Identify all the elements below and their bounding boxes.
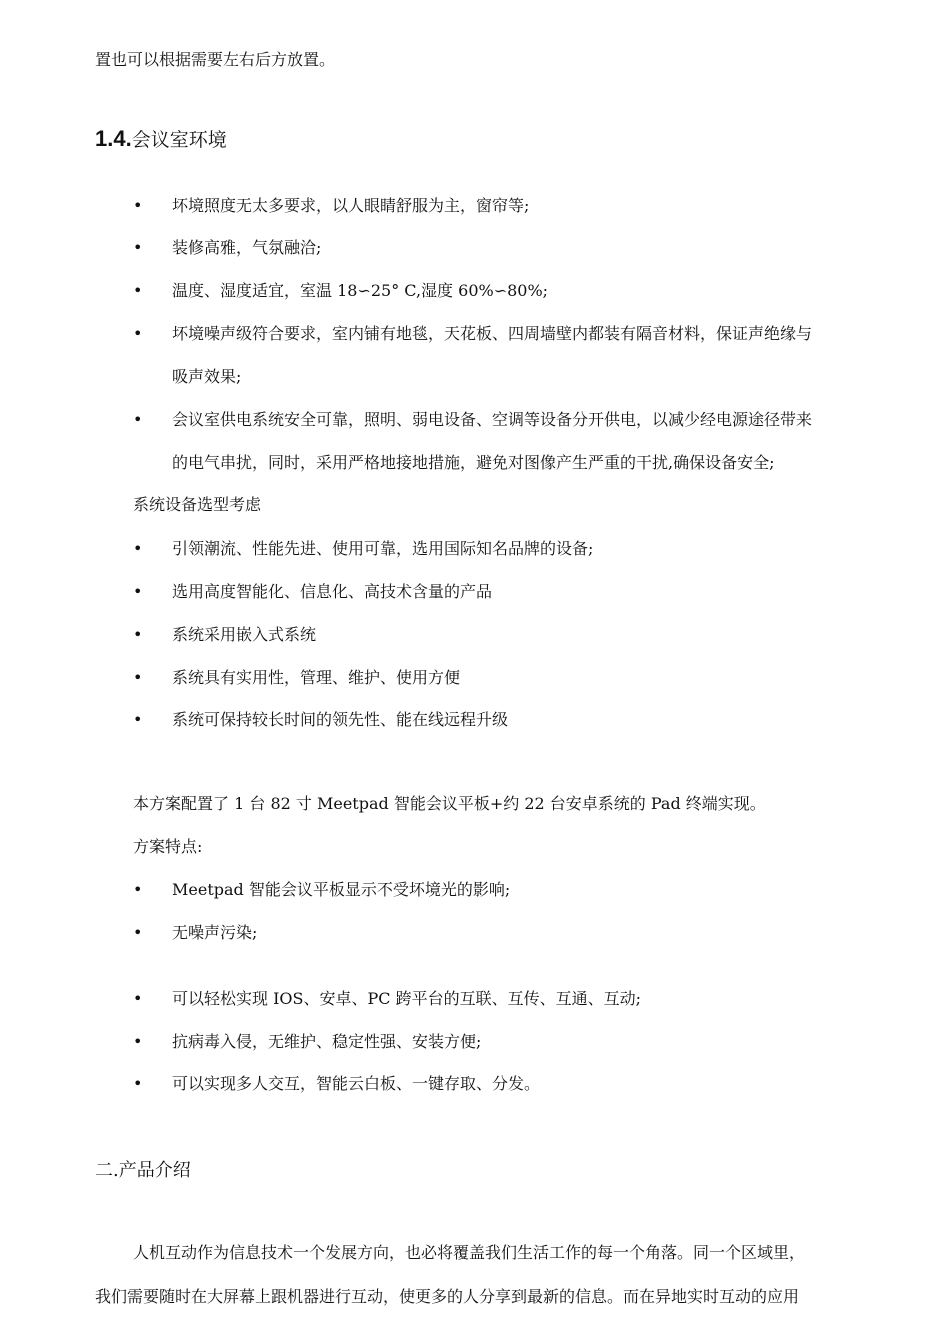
list-item: 选用高度智能化、信息化、高技术含量的产品 (172, 582, 493, 601)
list-item: 装修高雅，气氛融洽; (172, 238, 322, 257)
bullet-marker: • (133, 880, 143, 899)
list-item: 会议室供电系统安全可靠，照明、弱电设备、空调等设备分开供电，以减少经电源途径带来 (172, 410, 813, 429)
list-item-continuation: 的电气串扰，同时，采用严格地接地措施，避免对图像产生严重的干扰,确保设备安全; (172, 453, 775, 472)
list-item: 系统具有实用性，管理、维护、使用方便 (172, 668, 461, 687)
intro-line: 置也可以根据需要左右后方放置。 (95, 50, 336, 69)
section-title: 会议室环境 (131, 129, 227, 151)
section-heading-2: 二.产品介绍 (95, 1160, 191, 1181)
list-item: 抗病毒入侵，无维护、稳定性强、安装方便; (172, 1032, 482, 1051)
list-item: 系统采用嵌入式系统 (172, 625, 317, 644)
list-item: 系统可保持较长时间的领先性、能在线远程升级 (172, 710, 509, 729)
list-item: 可以轻松实现 IOS、安卓、PC 跨平台的互联、互传、互通、互动; (172, 989, 641, 1008)
list-item: 坏境照度无太多要求，以人眼睛舒服为主，窗帘等; (172, 196, 530, 215)
list-item-continuation: 吸声效果; (172, 367, 242, 386)
bullet-marker: • (133, 710, 143, 729)
paragraph-line: 我们需要随时在大屏幕上跟机器进行互动，使更多的人分享到最新的信息。而在异地实时互动的应用 (95, 1287, 800, 1306)
bullet-marker: • (133, 923, 143, 942)
list-item: 无噪声污染; (172, 923, 258, 942)
section-heading-1-4 (95, 128, 227, 150)
bullet-marker: • (133, 539, 143, 558)
list-item: 温度、湿度适宜，室温 18∽25° C,湿度 60%∽80%; (172, 281, 549, 300)
bullet-marker: • (133, 1032, 143, 1051)
selection-heading: 系统设备选型考虑 (133, 495, 262, 514)
section-number: 1.4. (95, 126, 132, 151)
list-item: 引领潮流、性能先进、使用可靠，选用国际知名品牌的设备; (172, 539, 594, 558)
bullet-marker: • (133, 1074, 143, 1093)
list-item: Meetpad 智能会议平板显示不受坏境光的影响; (172, 880, 511, 899)
bullet-marker: • (133, 410, 143, 429)
bullet-marker: • (133, 281, 143, 300)
bullet-marker: • (133, 324, 143, 343)
config-sentence: 本方案配置了 1 台 82 寸 Meetpad 智能会议平板+约 22 台安卓系统的 Pad 终端实现。 (133, 794, 766, 813)
bullet-marker: • (133, 238, 143, 257)
list-item: 可以实现多人交互，智能云白板、一键存取、分发。 (172, 1074, 541, 1093)
features-heading: 方案特点: (133, 837, 203, 856)
bullet-marker: • (133, 625, 143, 644)
list-item: 坏境噪声级符合要求，室内铺有地毯，天花板、四周墙壁内都装有隔音材料，保证声绝缘与 (172, 324, 813, 343)
paragraph-line: 人机互动作为信息技术一个发展方向，也必将覆盖我们生活工作的每一个角落。同一个区域里， (133, 1243, 806, 1262)
bullet-marker: • (133, 668, 143, 687)
bullet-marker: • (133, 582, 143, 601)
bullet-marker: • (133, 196, 143, 215)
bullet-marker: • (133, 989, 143, 1008)
